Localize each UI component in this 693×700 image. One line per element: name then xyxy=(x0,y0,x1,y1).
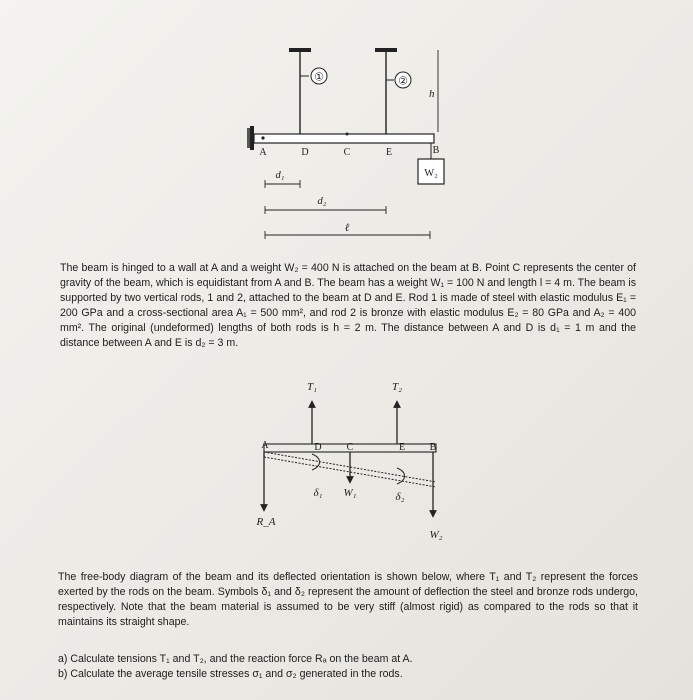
dim-l-label: ℓ xyxy=(344,222,350,234)
beam-rod-figure xyxy=(0,0,693,250)
dim-d2-label: d₂ xyxy=(317,196,327,207)
w2-label: W₂ xyxy=(429,529,443,541)
beam xyxy=(254,134,434,143)
label-d: D xyxy=(301,147,309,158)
free-body-diagram xyxy=(0,370,693,550)
fbd-label-a: A xyxy=(261,440,269,451)
questions xyxy=(58,652,638,682)
fbd-label-d: D xyxy=(314,442,322,453)
fbd-label-c: C xyxy=(346,442,354,453)
t2-label: T₂ xyxy=(392,381,402,393)
rod-2-marker: ② xyxy=(398,75,408,88)
label-a: A xyxy=(259,147,267,158)
label-e: E xyxy=(385,147,393,158)
height-label: h xyxy=(429,88,435,100)
fbd-label-e: E xyxy=(398,442,406,453)
dim-d1-label: d₁ xyxy=(275,170,285,181)
fbd-paragraph: The free-body diagram of the beam and its deflected orientation is shown below, where T₁ and T₂ represent the forces exerted by the rods on the beam. Symbols δ₁ and δ₂ represent the amount of deflection the steel and bronze rods undergo, respectively. Note that the beam material is assumed to be very stiff (almost rigid) as compared to the rods so that it maintains its straight shape. xyxy=(58,571,638,628)
wall xyxy=(250,126,254,150)
delta2-label: δ₂ xyxy=(395,491,405,503)
problem-paragraph: The beam is hinged to a wall at A and a weight W₂ = 400 N is attached on the beam at B. Point C represents the center of gravity of the beam, which is equidistant from A and B. The beam has a weight W₁ = 100 N and length l = 4 m. The beam is supported by two vertical rods, 1 and 2, attached to the beam at D and E. Rod 1 is made of steel with elastic modulus E₁ = 200 GPa and a cross-sectional area A₁ = 500 mm², and rod 2 is bronze with elastic modulus E₂ = 80 GPa and A₂ = 400 mm². The original (undeformed) lengths of both rods is h = 2 m. The distance between A and D is d₁ = 1 m and the distance between A and E is d₂ = 3 m. xyxy=(60,262,636,349)
label-c: C xyxy=(343,147,351,158)
w1-label: W₁ xyxy=(343,487,357,499)
fbd-label-b: B xyxy=(429,442,437,453)
question-b: b) Calculate the average tensile stresses σ₁ and σ₂ generated in the rods. xyxy=(58,668,403,680)
t1-label: T₁ xyxy=(307,381,317,393)
rod-1-marker: ① xyxy=(314,71,324,84)
label-b: B xyxy=(432,145,440,156)
question-a: a) Calculate tensions T₁ and T₂, and the reaction force Rₐ on the beam at A. xyxy=(58,653,413,665)
hinge-pin xyxy=(261,136,264,139)
weight-label: W₂ xyxy=(424,168,438,179)
delta1-label: δ₁ xyxy=(313,487,323,499)
ra-label: R_A xyxy=(256,516,276,528)
